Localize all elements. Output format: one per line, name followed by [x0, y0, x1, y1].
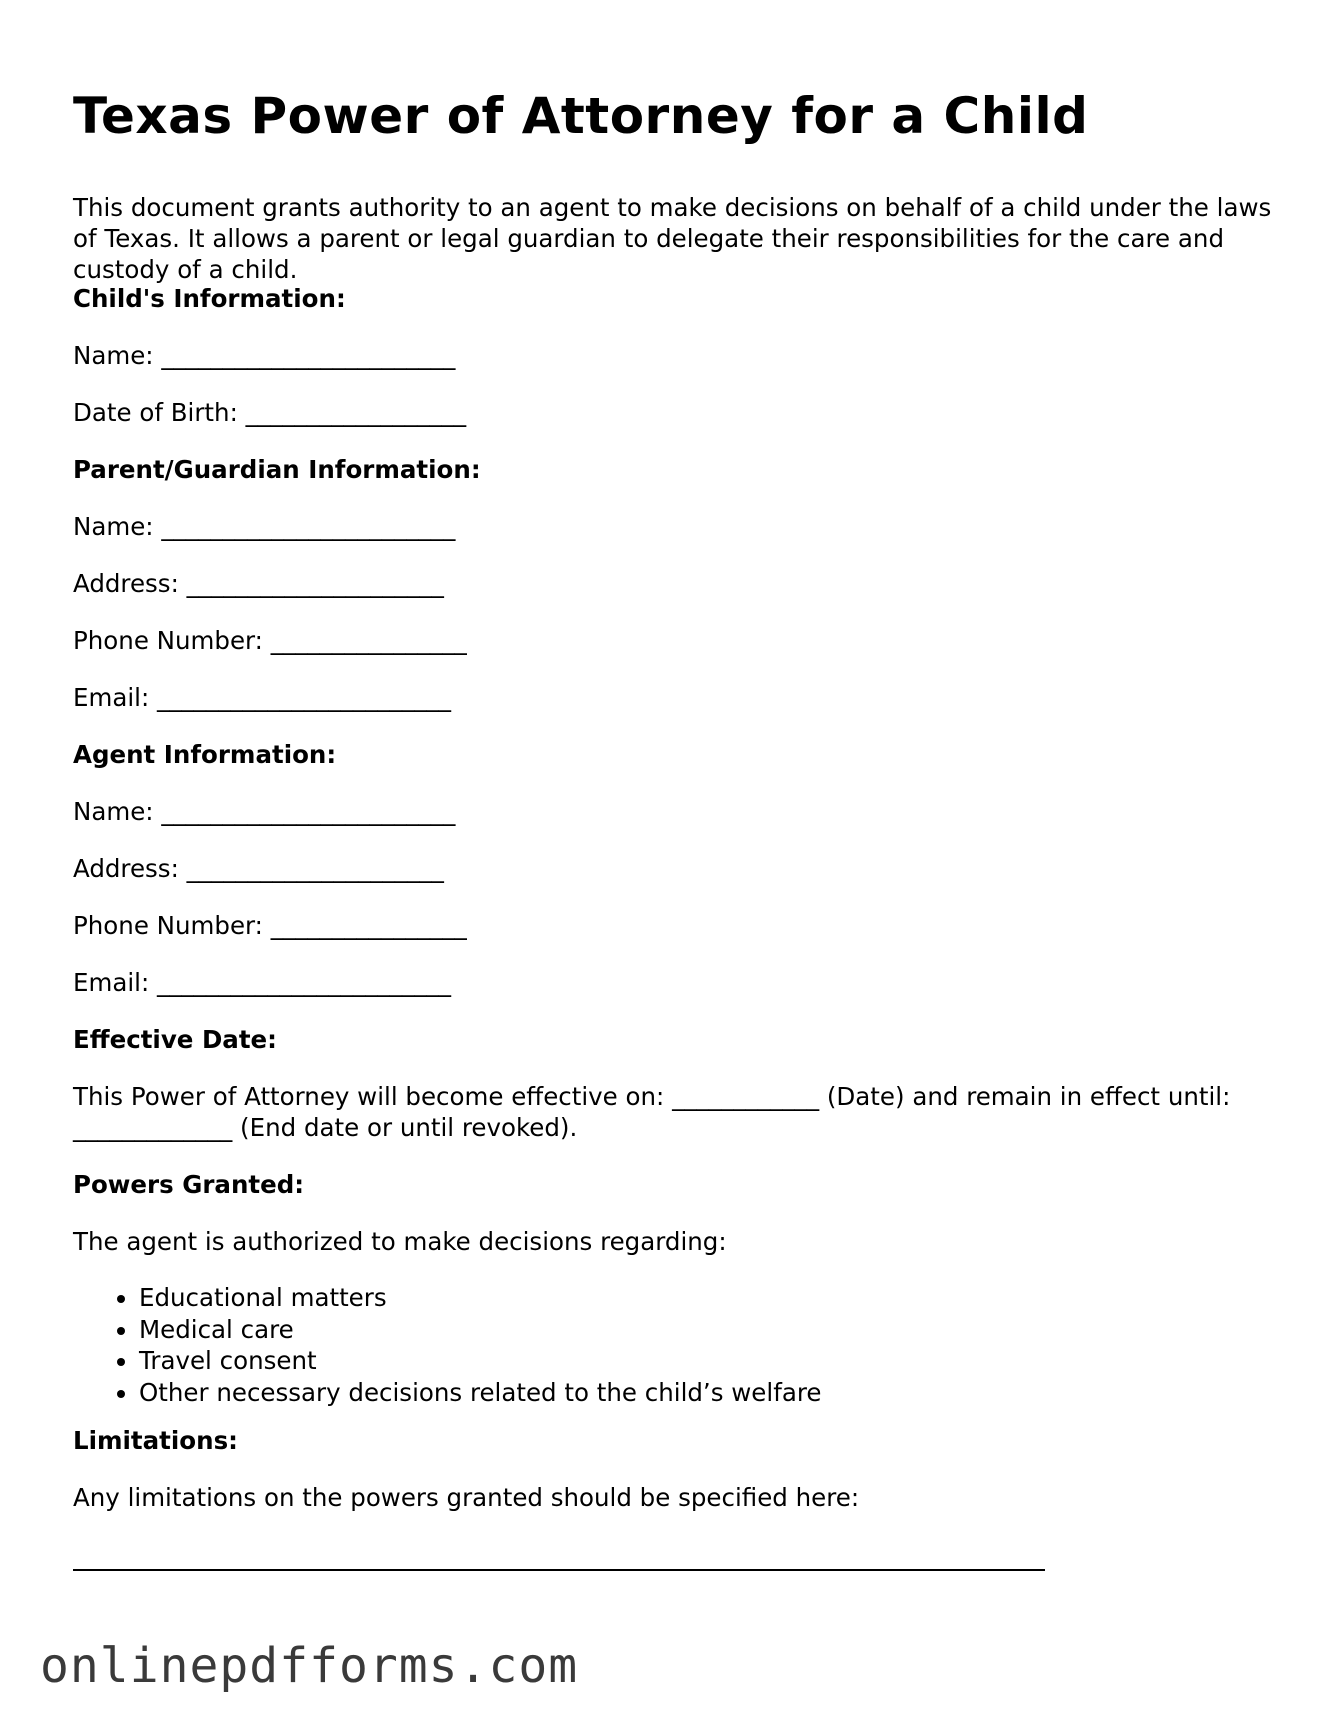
limitations-blank-line [73, 1569, 1045, 1571]
limitations-heading: Limitations: [73, 1426, 238, 1455]
powers-list [73, 1282, 821, 1408]
list-item: • Medical care [139, 1314, 821, 1346]
document-title: Texas Power of Attorney for a Child [73, 87, 1089, 145]
list-item: • Other necessary decisions related to the child’s welfare [139, 1377, 821, 1409]
limitations-text: Any limitations on the powers granted should be specified here: [73, 1483, 860, 1512]
parent-email-field: Email: ________________________ [73, 683, 452, 712]
document-page [73, 86, 1273, 1512]
agent-name-field: Name: ________________________ [73, 797, 456, 826]
effective-date-text: This Power of Attorney will become effective on: ____________ (Date) and remain in effect until: _____________ (End date or until revoked). [73, 1082, 1231, 1142]
agent-email-field: Email: ________________________ [73, 968, 452, 997]
parent-name-field: Name: ________________________ [73, 512, 456, 541]
child-dob-field: Date of Birth: __________________ [73, 398, 467, 427]
parent-info-heading: Parent/Guardian Information: [73, 455, 481, 484]
list-item: • Travel consent [139, 1345, 821, 1377]
child-name-field: Name: ________________________ [73, 341, 456, 370]
parent-phone-field: Phone Number: ________________ [73, 626, 467, 655]
agent-info-heading: Agent Information: [73, 740, 337, 769]
list-item: • Educational matters [139, 1282, 821, 1314]
powers-heading: Powers Granted: [73, 1170, 305, 1199]
child-info-heading: Child's Information: [73, 284, 346, 313]
agent-phone-field: Phone Number: ________________ [73, 911, 467, 940]
powers-intro: The agent is authorized to make decisions regarding: [73, 1227, 727, 1256]
intro-paragraph: This document grants authority to an agent to make decisions on behalf of a child under the laws of Texas. It allows a parent or legal guardian to delegate their responsibilities for the care and custody of a child. [73, 193, 1272, 284]
parent-address-field: Address: _____________________ [73, 569, 444, 598]
agent-address-field: Address: _____________________ [73, 854, 444, 883]
effective-date-heading: Effective Date: [73, 1025, 277, 1054]
watermark-text: onlinepdfforms.com [40, 1638, 579, 1694]
